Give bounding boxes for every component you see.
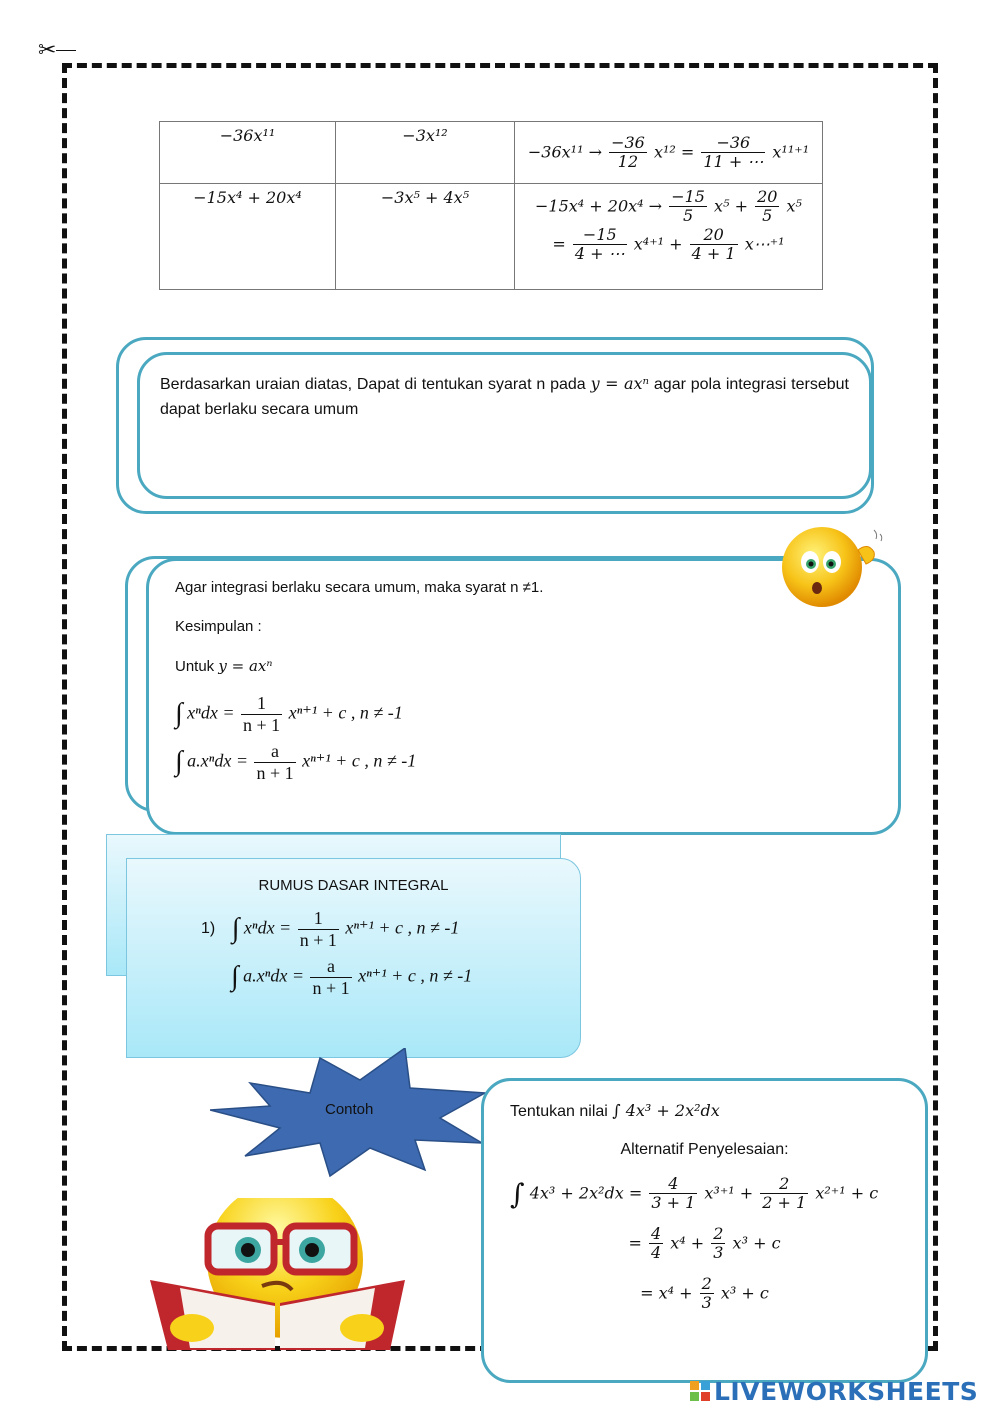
table-cell: −36x¹¹ [160, 122, 336, 184]
math-text: −36x¹¹ → [527, 142, 602, 161]
fraction: $\frac{-36}{12}$ [611, 132, 645, 171]
formula-1: ∫ xⁿdx = $\frac{1}{n + 1}$ xⁿ⁺¹ + c , n ≠ -1 [175, 693, 403, 735]
solution-step-2: = $\frac{4}{4}$ x⁴ + $\frac{2}{3}$ x³ + c [628, 1223, 781, 1263]
solution-step-1: ∫ 4x³ + 2x²dx = $\frac{4}{3 + 1}$ x³⁺¹ + $\frac{2}{2 + 1}$ x²⁺¹ + c [510, 1174, 879, 1213]
example-box [481, 1078, 928, 1383]
answer-line-1: Agar integrasi berlaku secara umum, maka syarat n ≠1. [175, 579, 544, 596]
rumus-title: RUMUS DASAR INTEGRAL [258, 877, 449, 894]
conclusion-label: Kesimpulan : [175, 618, 262, 635]
table-cell [515, 122, 823, 184]
math-text: x¹¹⁺¹ [772, 142, 810, 161]
cut-line-stub [56, 50, 76, 51]
table-cell: −15x⁴ + 20x⁴ → $\frac{-15}{5}$ x⁵ + $\frac{20}{5}$ x⁵ = $\frac{-15}{4 + \cdots}$ x⁴⁺¹ + $\frac{20}{4 + 1}$ x⋯⁺¹ [515, 184, 823, 290]
scissors-icon: ✂ [38, 38, 57, 63]
question-box [137, 352, 872, 499]
liveworksheets-logo: LIVEWORKSHEETS [690, 1376, 978, 1406]
rumus-box [126, 858, 581, 1058]
example-subtitle: Alternatif Penyelesaian: [620, 1141, 789, 1158]
thinking-emoji-icon [780, 522, 886, 612]
for-line: Untuk y = axⁿ [175, 657, 273, 675]
solution-step-3: = x⁴ + $\frac{2}{3}$ x³ + c [640, 1273, 769, 1312]
table-cell: −3x¹² [336, 122, 515, 184]
formula-2: ∫ a.xⁿdx = $\frac{a}{n + 1}$ xⁿ⁺¹ + c , n ≠ -1 [175, 741, 417, 784]
table-cell: −15x⁴ + 20x⁴ [160, 184, 336, 290]
question-text: Berdasarkan uraian diatas, Dapat di tentukan syarat n pada y = axⁿ agar pola integrasi tersebut dapat berlaku secara umum [160, 374, 849, 418]
rumus-formula-2: ∫ a.xⁿdx = $\frac{a}{n + 1}$ xⁿ⁺¹ + c , n ≠ -1 [231, 956, 473, 999]
rumus-formula-1: 1) ∫ xⁿdx = $\frac{1}{n + 1}$ xⁿ⁺¹ + c , n ≠ -1 [201, 908, 460, 950]
fraction: $\frac{-36}{11 + \cdots}$ [703, 132, 764, 171]
table-row [160, 184, 823, 290]
reading-emoji-icon [150, 1198, 410, 1350]
table-cell: −3x⁵ + 4x⁵ [336, 184, 515, 290]
pattern-table [159, 121, 823, 290]
contoh-label: Contoh [325, 1101, 374, 1118]
logo-icon [690, 1381, 710, 1401]
math-text: x¹² = [653, 142, 695, 161]
example-prompt: Tentukan nilai ∫ 4x³ + 2x²dx [510, 1101, 720, 1120]
table-row [160, 122, 823, 184]
